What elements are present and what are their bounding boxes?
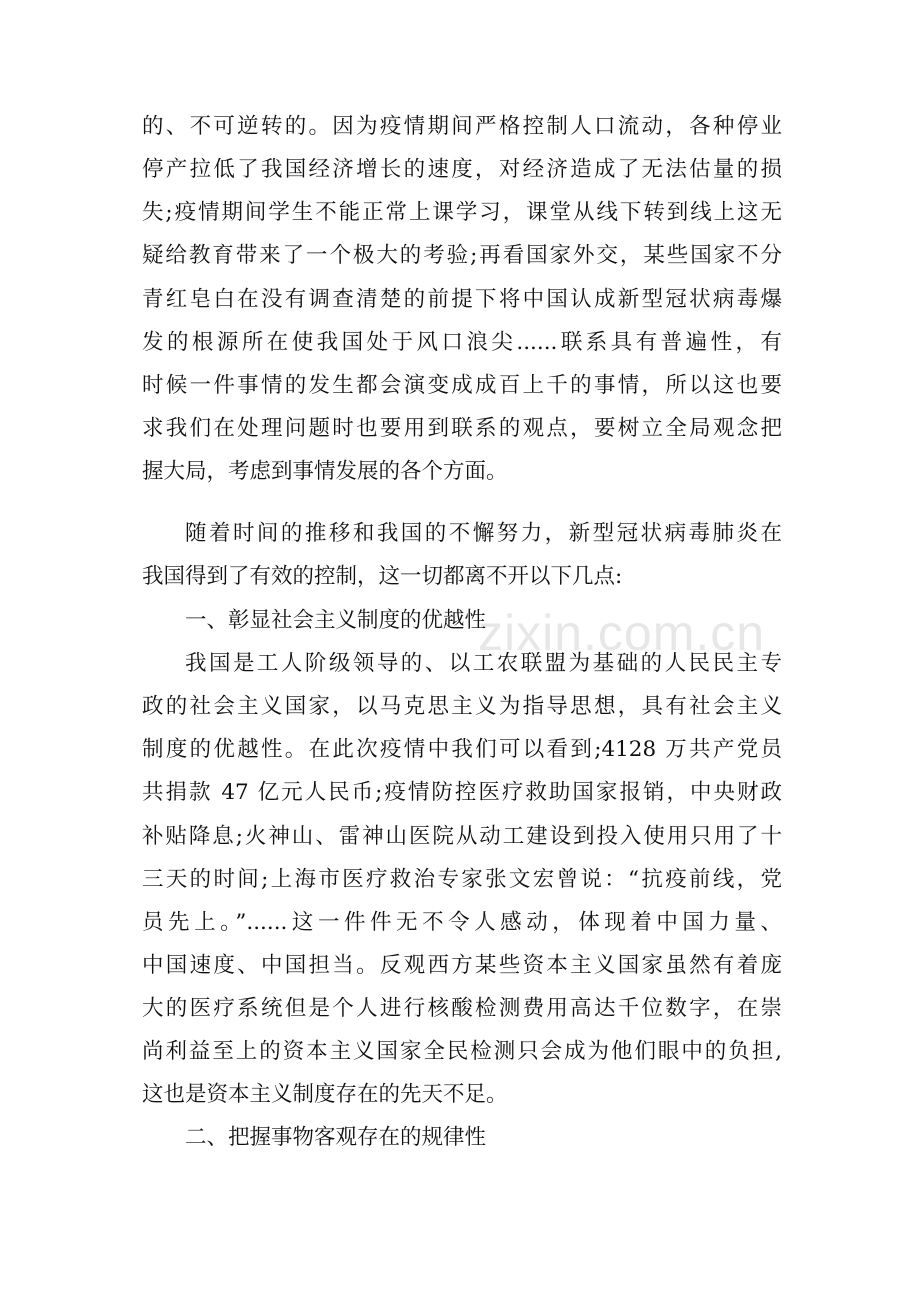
text-line: 求我们在处理问题时也要用到联系的观点，要树立全局观念把: [142, 416, 782, 441]
text-line: 青红皂白在没有调查清楚的前提下将中国认成新型冠状病毒爆: [142, 287, 782, 312]
text-line: 停产拉低了我国经济增长的速度，对经济造成了无法估量的损: [142, 157, 782, 182]
text-line: 握大局，考虑到事情发展的各个方面。: [142, 459, 508, 484]
section-heading: 二、把握事物客观存在的规律性: [185, 1125, 487, 1150]
text-line: 时候一件事情的发生都会演变成成百上千的事情，所以这也要: [142, 373, 782, 398]
text-line: 发的根源所在使我国处于风口浪尖......联系具有普遍性，有: [142, 330, 782, 355]
text-line: 尚利益至上的资本主义国家全民检测只会成为他们眼中的负担,: [142, 1039, 782, 1064]
text-line: 的、不可逆转的。因为疫情期间严格控制人口流动，各种停业: [142, 114, 782, 139]
text-line: 补贴降息;火神山、雷神山医院从动工建设到投入使用只用了十: [142, 824, 782, 849]
paragraph-first-line: 我国是工人阶级领导的、以工农联盟为基础的人民民主专: [185, 651, 782, 676]
watermark: zixin.com.cn: [478, 605, 766, 661]
text-line: 我国得到了有效的控制，这一切都离不开以下几点:: [142, 564, 623, 589]
text-line: 中国速度、中国担当。反观西方某些资本主义国家虽然有着庞: [142, 953, 782, 978]
text-line: 政的社会主义国家，以马克思主义为指导思想，具有社会主义: [142, 694, 782, 719]
text-line: 大的医疗系统但是个人进行核酸检测费用高达千位数字，在崇: [142, 996, 782, 1021]
text-line: 员先上。”......这一件件无不令人感动，体现着中国力量、: [142, 910, 782, 935]
text-line: 制度的优越性。在此次疫情中我们可以看到;4128 万共产党员: [142, 737, 782, 762]
section-heading: 一、彰显社会主义制度的优越性: [185, 608, 487, 633]
text-line: 三天的时间;上海市医疗救治专家张文宏曾说：“抗疫前线，党: [142, 867, 782, 892]
text-line: 失;疫情期间学生不能正常上课学习，课堂从线下转到线上这无: [142, 200, 782, 225]
text-line: 这也是资本主义制度存在的先天不足。: [142, 1082, 508, 1107]
paragraph-first-line: 随着时间的推移和我国的不懈努力，新型冠状病毒肺炎在: [185, 521, 782, 546]
text-line: 疑给教育带来了一个极大的考验;再看国家外交，某些国家不分: [142, 243, 782, 268]
text-line: 共捐款 47 亿元人民币;疫情防控医疗救助国家报销，中央财政: [142, 780, 782, 805]
